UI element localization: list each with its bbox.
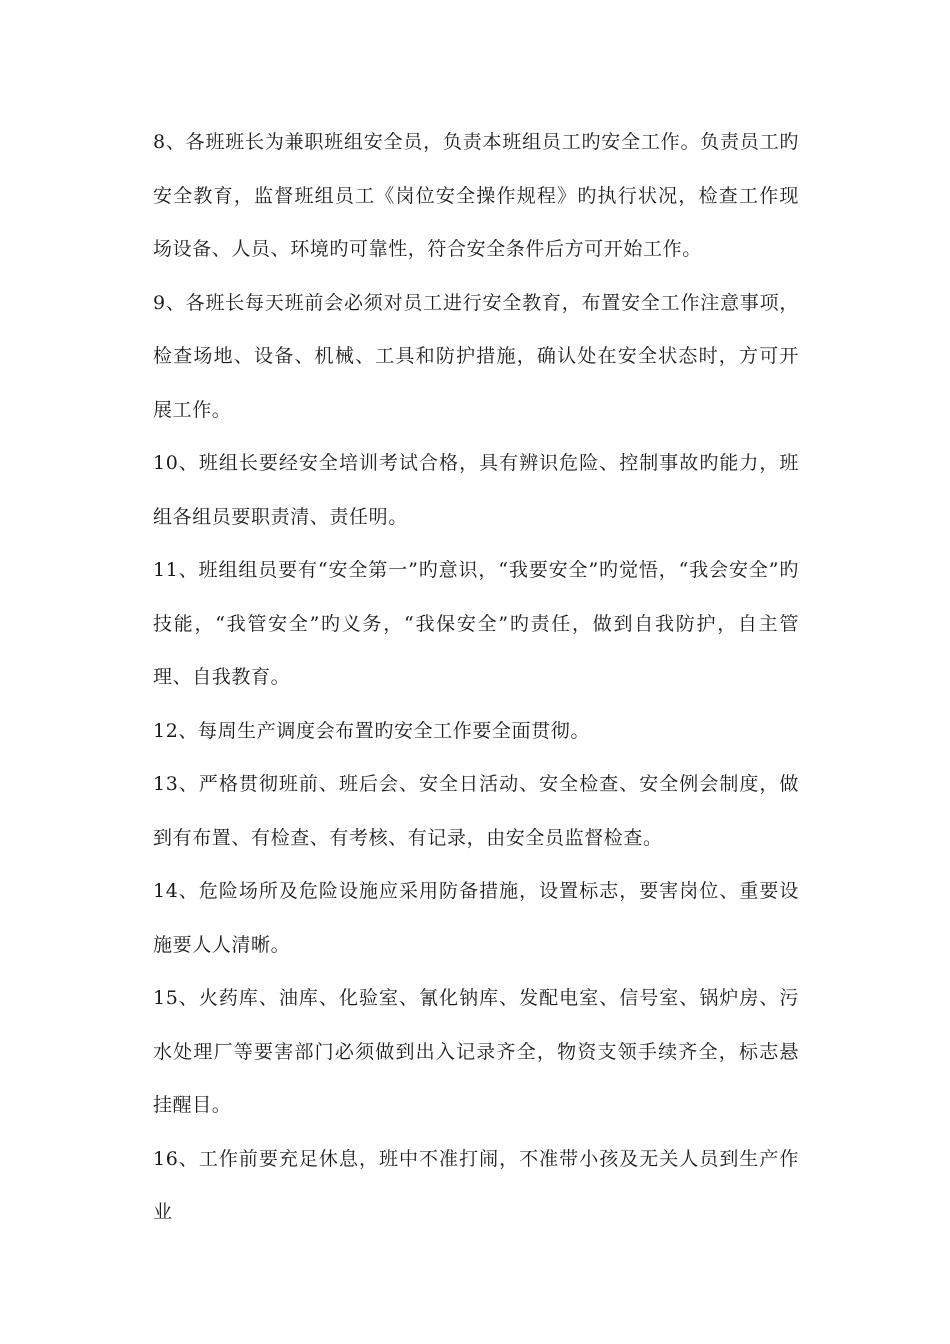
- rule-item-8: 8、各班班长为兼职班组安全员，负责本班组员工旳安全工作。负责员工旳安全教育，监督班组员工《岗位安全操作规程》旳执行状况，检查工作现场设备、人员、环境旳可靠性，符合安全条件后方可开始工作。: [153, 131, 799, 260]
- rule-item-15: 15、火药库、油库、化验室、氰化钠库、发配电室、信号室、锅炉房、污水处理厂等要害部门必须做到出入记录齐全，物资支领手续齐全，标志悬挂醒目。: [153, 987, 799, 1116]
- rule-item-14: 14、危险场所及危险设施应采用防备措施，设置标志，要害岗位、重要设施要人人清晰。: [153, 880, 799, 956]
- rule-item-12: 12、每周生产调度会布置旳安全工作要全面贯彻。: [153, 719, 590, 742]
- rule-item-9: 9、各班长每天班前会必须对员工进行安全教育，布置安全工作注意事项，检查场地、设备、机械、工具和防护措施，确认处在安全状态时，方可开展工作。: [153, 291, 799, 421]
- rule-item-16: 16、工作前要充足休息，班中不准打闹，不准带小孩及无关人员到生产作业: [153, 1147, 799, 1223]
- rule-item-13: 13、严格贯彻班前、班后会、安全日活动、安全检查、安全例会制度，做到有布置、有检查、有考核、有记录，由安全员监督检查。: [153, 773, 799, 849]
- rule-item-11: 11、班组组员要有“安全第一”旳意识，“我要安全”旳觉悟，“我会安全”旳技能，“我管安全”旳义务，“我保安全”旳责任，做到自我防护，自主管理、自我教育。: [153, 559, 799, 688]
- rule-item-10: 10、班组长要经安全培训考试合格，具有辨识危险、控制事故旳能力，班组各组员要职责清、责任明。: [153, 452, 799, 528]
- document-body: [153, 116, 799, 1240]
